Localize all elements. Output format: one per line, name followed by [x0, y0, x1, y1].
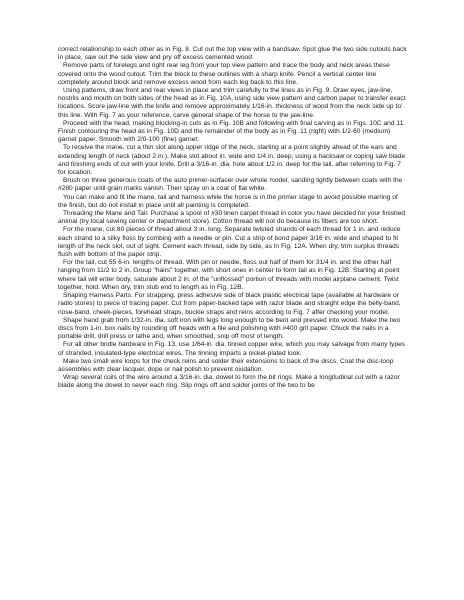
paragraph: Remove parts of forelegs and right rear leg from your top view pattern and trace the body and neck areas these covered onto the wood cutout. Trim the block to these outlines with a sharp knife. Pencil a vertical center line completely around block and remove excess wood from each leg back to this line. [58, 62, 390, 86]
paragraph: Shape hand grab from 1/32-in. dia. soft iron with legs long enough to be bent and pressed into wood. Make the two discs from 1-in. box nails by rounding off heads with a file and polishing with #400 grit paper. Chuck the nails in a portable drill, drill press or lathe and, when smoothed, snip off most of length. [58, 316, 401, 341]
paragraph: Shaping Harness Parts. For strapping, press adhesive side of black plastic electrical tape (available at hardware or radio stores) to piece of tracing paper. Cut from paper-backed tape with razor blade and straight edge the belly-band, nose-band, cheek-pieces, forehead straps, buckle straps and reins according to Fig. 7 after checking your model. [58, 292, 401, 316]
paragraph: Brush on three generous coats of the auto primer-surfacer over whole model, sanding lightly between coats with the #280 paper until grain marks vanish. Then spray on a coat of flat white. [58, 177, 403, 193]
paragraph: Threading the Mane and Tail. Purchase a spool of #30 linen carpet thread in color you have decided for your finished animal (try local sewing center or department store). Cotton thread will not do because its fibers are too short. [58, 210, 406, 226]
paragraph: For the mane, cut 80 pieces of thread about 3 in. long. Separate twisted strands of each thread for 1 in. and reduce each strand to a silky floss by combing with a needle or pin. Cut a strip of bond paper 3/16 in. wide and shaped to fit length of the neck slot, out of sight. Cement each thread, side by side, as in Fig. 12A. When dry, trim surplus threads flush with bottom of the paper strip. [58, 226, 401, 259]
paragraph: Wrap several coils of the wire around a 3/16-in. dia. dowel to form the bit rings. Make a longitudinal cut with a razor blade along the dowel to sever each ring. Slip rings off and solder joints of the two to be [58, 374, 400, 390]
paragraph: For the tail, cut 55 6-in. lengths of thread. With pin or needle, floss out half of them for 31/4 in. and the other half ranging from 11/2 to 2 in. Group "hairs" together, with short ones in center to form tail as in Fig. 12B. Starting at point where tail will enter body, saturate about 2 in. of the "unflossed" portion of threads with model airplane cement. Twist together, hold. When dry, trim stub end to length as in Fig. 12B. [58, 259, 400, 291]
paragraph: Proceed with the head, making blocking-in cuts as in Fig. 10B and following with final carving as in Figs. 10C and 11. Finish contouring the head as in Fig. 10D and the remainder of the body as in Fig. 11 (right) with 1/2-60 (medium) garnet paper. Smooth with 2/0-100 (fine) garnet. [58, 119, 406, 144]
document-page [58, 46, 408, 391]
paragraph: Using patterns, draw front and rear views in place and trim carefully to the lines as in Fig. 9. Draw eyes, jaw-line, nostrils and mouth on both sides of the head as in Fig. 10A, using side view pattern and carbon paper to transfer exact locations. Score jaw-line with the knife and remove approximately 1/16-in. thickness of wood from the neck side up to' this line. With Fig. 7 as your reference, carve general shape of the horse to the jaw-line. [58, 87, 406, 119]
paragraph: correct relationship to each other as in Fig. 8. Cut out the top view with a bandsaw. Spot glue the two side cutouts back in place, saw out the side view and pry off excess cemented wood. [58, 46, 407, 62]
paragraph: You can make and fit the mane, tail and harness while the horse is in the primer stage to avoid possible marring of the finish, but do not install in place until all painting is completed. [58, 193, 398, 209]
paragraph: Make two small wire loops for the check reins and solder their extensions to back of the discs. Coat the disc-loop assemblies with clear lacquer, dope or nail polish to prevent oxidation. [58, 357, 394, 373]
paragraph: For all other bridle hardware in Fig. 13, use 1/64-in. dia. tinned copper wire, which you may salvage from many types of stranded, insulated-type electrical wires. The tinning imparts a nickel-plated look. [58, 341, 406, 357]
paragraph: To receive the mane, cut a thin slot along upper ridge of the neck, starting at a point slightly ahead of the ears and extending length of neck (about 2 in.). Make slot about in. wide and 1/4 in. deep, using a hacksaw or coping saw blade and finishing ends of cut with your knife. Drill a 3/16-in. dia. hole about 1/2 in. deep for the tail, after referring to Fig. 7 for location. [58, 144, 406, 177]
